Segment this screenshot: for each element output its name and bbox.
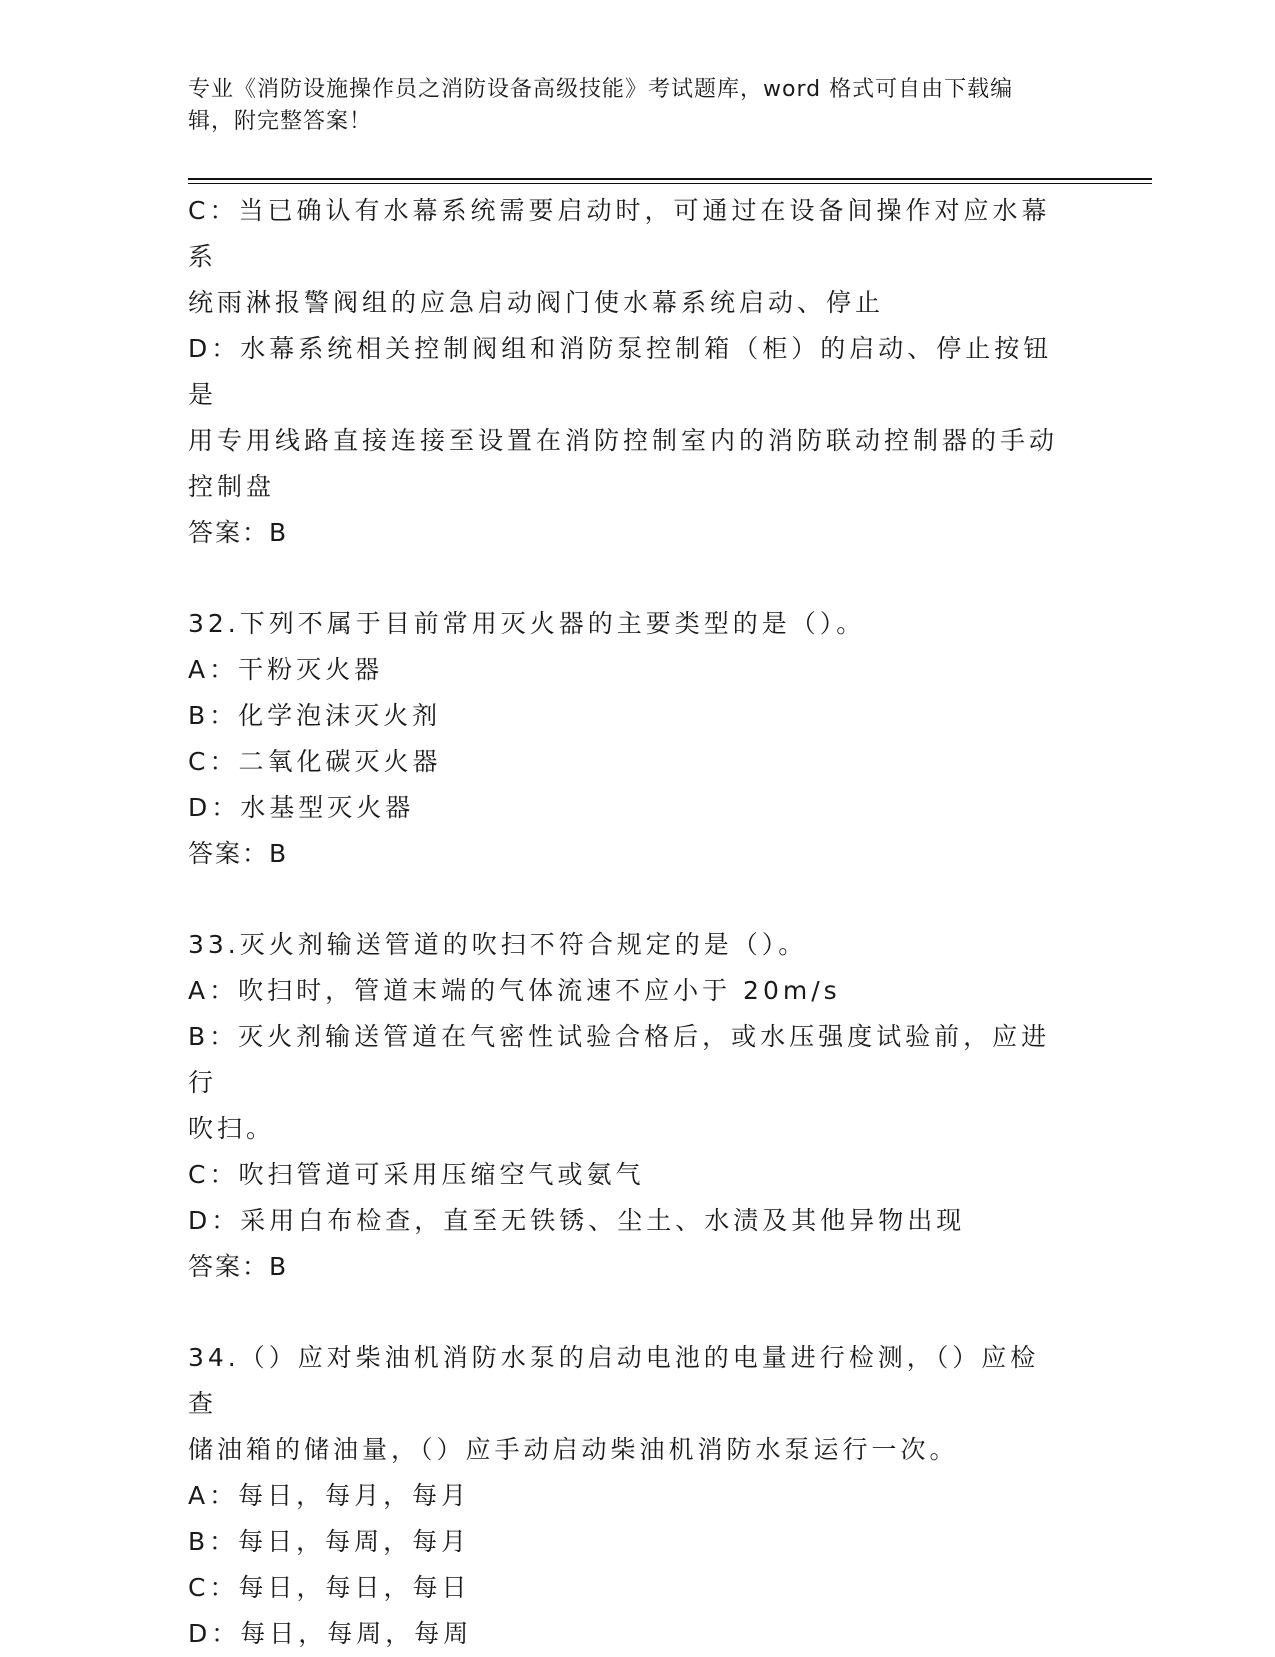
option-d: D：水基型灭火器	[188, 793, 415, 822]
question-33	[188, 922, 1068, 1290]
document-body	[188, 188, 1068, 1657]
answer-line: 答案：B	[188, 1252, 289, 1281]
question-31-continued	[188, 188, 1068, 556]
header-divider-thin	[188, 183, 1152, 184]
option-b-line-1: B：灭火剂输送管道在气密性试验合格后，或水压强度试验前，应进行	[188, 1022, 1051, 1097]
option-d: D：采用白布检查，直至无铁锈、尘土、水渍及其他异物出现	[188, 1206, 966, 1235]
option-b: B：每日，每周，每月	[188, 1527, 471, 1556]
option-d-line-2: 用专用线路直接连接至设置在消防控制室内的消防联动控制器的手动	[188, 426, 1059, 455]
answer-line: 答案：B	[188, 518, 289, 547]
option-c: C：吹扫管道可采用压缩空气或氨气	[188, 1160, 645, 1189]
option-c-line-1: C：当已确认有水幕系统需要启动时，可通过在设备间操作对应水幕系	[188, 196, 1051, 271]
question-stem-line-1: 34.（）应对柴油机消防水泵的启动电池的电量进行检测，（）应检查	[188, 1343, 1040, 1418]
header-line-1: 专业《消防设施操作员之消防设备高级技能》考试题库，word 格式可自由下载编	[188, 77, 1014, 102]
spacer	[188, 877, 1068, 922]
option-c: C：二氧化碳灭火器	[188, 747, 442, 776]
spacer	[188, 1290, 1068, 1335]
question-stem: 33.灭火剂输送管道的吹扫不符合规定的是（）。	[188, 930, 808, 959]
document-header	[188, 74, 1068, 138]
question-34	[188, 1335, 1068, 1657]
header-divider-thick	[188, 178, 1152, 180]
option-b: B：化学泡沫灭火剂	[188, 701, 442, 730]
option-c: C：每日，每日，每日	[188, 1573, 471, 1602]
option-a: A：干粉灭火器	[188, 655, 384, 684]
option-d-line-3: 控制盘	[188, 472, 276, 501]
answer-line: 答案：B	[188, 839, 289, 868]
question-stem-line-2: 储油箱的储油量，（）应手动启动柴油机消防水泵运行一次。	[188, 1435, 959, 1464]
question-32	[188, 601, 1068, 877]
option-d: D：每日，每周，每周	[188, 1619, 473, 1648]
option-c-line-2: 统雨淋报警阀组的应急启动阀门使水幕系统启动、停止	[188, 288, 885, 317]
question-stem: 32.下列不属于目前常用灭火器的主要类型的是（）。	[188, 609, 866, 638]
header-line-2: 辑，附完整答案！	[188, 109, 373, 134]
option-a: A：每日，每月，每月	[188, 1481, 471, 1510]
option-d-line-1: D：水幕系统相关控制阀组和消防泵控制箱（柜）的启动、停止按钮是	[188, 334, 1053, 409]
spacer	[188, 556, 1068, 601]
option-a: A：吹扫时，管道末端的气体流速不应小于 20m/s	[188, 976, 841, 1005]
option-b-line-2: 吹扫。	[188, 1114, 276, 1143]
